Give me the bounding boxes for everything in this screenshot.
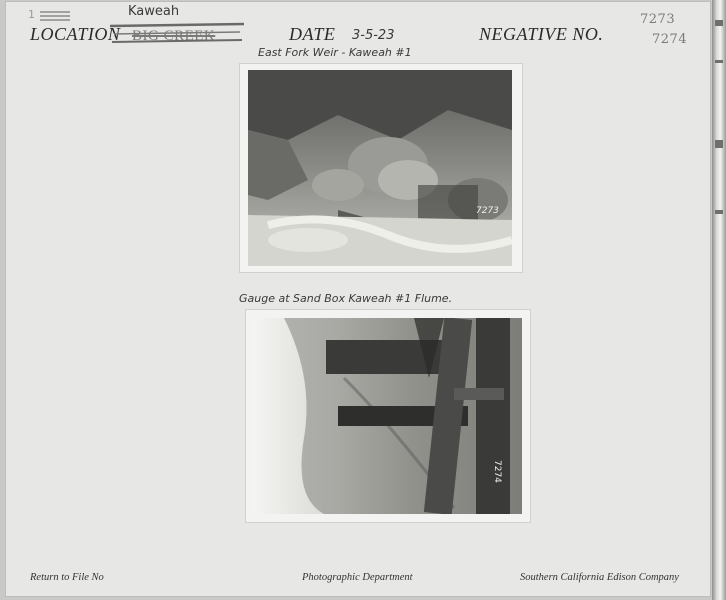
date-value: 3-5-23 xyxy=(352,28,395,43)
negative-number-2: 7274 xyxy=(652,32,688,47)
location-value: Kaweah xyxy=(128,4,180,19)
photo-2-mount xyxy=(246,310,530,522)
strike-scribble xyxy=(108,20,246,48)
photo-2-number: 7274 xyxy=(492,460,502,483)
negative-number-1: 7273 xyxy=(640,12,676,27)
negative-label: NEGATIVE NO. xyxy=(479,24,604,44)
location-struck-value: BIG CREEK xyxy=(132,28,216,44)
photo-2-caption: Gauge at Sand Box Kaweah #1 Flume. xyxy=(239,292,453,305)
footer-photographic-department: Photographic Department xyxy=(302,572,413,583)
photo-2-image xyxy=(254,318,522,514)
location-label: LOCATION xyxy=(30,24,121,44)
photo-1-number: 7273 xyxy=(476,206,499,216)
photo-1-mount xyxy=(240,64,522,272)
date-label: DATE xyxy=(289,24,336,44)
footer-return-to-file: Return to File No xyxy=(30,572,104,583)
scan-edge-strip xyxy=(712,0,726,600)
footer-company-name: Southern California Edison Company xyxy=(520,572,679,583)
stamp-number: 1 xyxy=(28,8,35,21)
archive-card xyxy=(6,2,710,596)
stamp-lines-icon xyxy=(40,10,70,22)
photo-1-caption: East Fork Weir - Kaweah #1 xyxy=(258,46,412,59)
photo-1-image xyxy=(248,70,512,266)
